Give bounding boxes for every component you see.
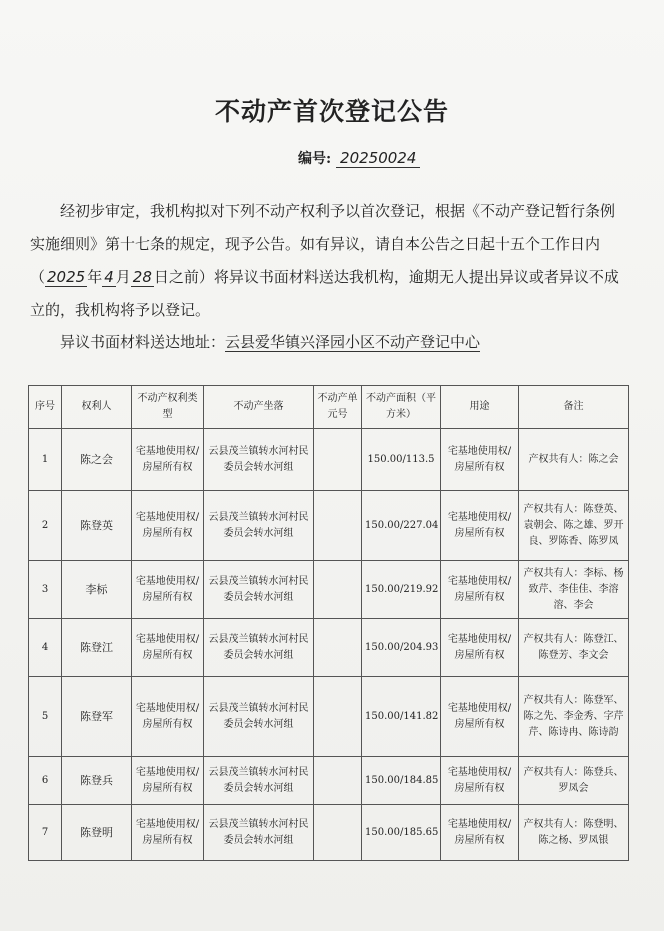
cell-location: 云县茂兰镇转水河村民委员会转水河组 <box>204 619 314 677</box>
deadline-month: 4 <box>104 268 114 286</box>
cell-location: 云县茂兰镇转水河村民委员会转水河组 <box>204 429 314 491</box>
cell-type: 宅基地使用权/房屋所有权 <box>132 805 204 861</box>
cell-owner: 李标 <box>62 561 132 619</box>
cell-note: 产权共有人：陈登军、陈之先、李金秀、字芹芹、陈诗冉、陈诗韵 <box>519 677 629 757</box>
cell-owner: 陈登军 <box>62 677 132 757</box>
cell-area: 150.00/113.5 <box>362 429 441 491</box>
cell-area: 150.00/219.92 <box>362 561 441 619</box>
cell-use: 宅基地使用权/房屋所有权 <box>441 805 519 861</box>
cell-type: 宅基地使用权/房屋所有权 <box>132 677 204 757</box>
cell-use: 宅基地使用权/房屋所有权 <box>441 561 519 619</box>
cell-unit <box>314 677 362 757</box>
deadline-year-unit: 年 <box>87 268 103 286</box>
cell-unit <box>314 491 362 561</box>
cell-type: 宅基地使用权/房屋所有权 <box>132 561 204 619</box>
cell-unit <box>314 805 362 861</box>
cell-location: 云县茂兰镇转水河村民委员会转水河组 <box>204 757 314 805</box>
cell-owner: 陈登英 <box>62 491 132 561</box>
cell-use: 宅基地使用权/房屋所有权 <box>441 429 519 491</box>
cell-type: 宅基地使用权/房屋所有权 <box>132 429 204 491</box>
header-area: 不动产面积（平方米） <box>362 386 441 429</box>
registration-table <box>28 385 629 861</box>
header-owner: 权利人 <box>62 386 132 429</box>
address-value: 云县爱华镇兴泽园小区不动产登记中心 <box>225 333 481 351</box>
table-row <box>29 491 629 561</box>
cell-owner: 陈登兵 <box>62 757 132 805</box>
doc-number-value: 20250024 <box>336 149 420 168</box>
cell-no: 2 <box>29 491 62 561</box>
cell-no: 1 <box>29 429 62 491</box>
notice-paragraph <box>30 195 620 327</box>
address-label: 异议书面材料送达地址： <box>60 333 226 351</box>
header-location: 不动产坐落 <box>204 386 314 429</box>
cell-note: 产权共有人：陈登英、袁朝会、陈之雄、罗开良、罗陈香、陈罗凤 <box>519 491 629 561</box>
cell-area: 150.00/141.82 <box>362 677 441 757</box>
header-unit-no: 不动产单元号 <box>314 386 362 429</box>
cell-no: 7 <box>29 805 62 861</box>
table-row <box>29 677 629 757</box>
deadline-month-unit: 月 <box>115 268 131 286</box>
paragraph-part-2: 日之前）将异议书面材料送达我机构，逾期无人提出异议或者异议不成立的，我机构将予以登记。 <box>30 268 619 319</box>
cell-unit <box>314 429 362 491</box>
cell-no: 6 <box>29 757 62 805</box>
header-note: 备注 <box>519 386 629 429</box>
doc-number-label: 编号: <box>298 151 332 167</box>
cell-location: 云县茂兰镇转水河村民委员会转水河组 <box>204 561 314 619</box>
table-row <box>29 429 629 491</box>
cell-unit <box>314 757 362 805</box>
cell-note: 产权共有人：李标、杨致芹、李佳佳、李溶溶、李会 <box>519 561 629 619</box>
cell-note: 产权共有人：陈登兵、罗凤会 <box>519 757 629 805</box>
page-title: 不动产首次登记公告 <box>214 97 449 126</box>
cell-note: 产权共有人：陈之会 <box>519 429 629 491</box>
cell-use: 宅基地使用权/房屋所有权 <box>441 677 519 757</box>
cell-use: 宅基地使用权/房屋所有权 <box>441 491 519 561</box>
doc-number <box>298 148 420 168</box>
cell-note: 产权共有人：陈登明、陈之杨、罗凤银 <box>519 805 629 861</box>
cell-no: 3 <box>29 561 62 619</box>
table-row <box>29 561 629 619</box>
cell-type: 宅基地使用权/房屋所有权 <box>132 619 204 677</box>
header-right-type: 不动产权利类型 <box>132 386 204 429</box>
cell-area: 150.00/227.04 <box>362 491 441 561</box>
cell-type: 宅基地使用权/房屋所有权 <box>132 491 204 561</box>
paragraph-part-1: 经初步审定，我机构拟对下列不动产权利予以首次登记，根据《不动产登记暂行条例实施细则》第十七条的规定，现予公告。如有异议，请自本公告之日起十五个工作日内（ <box>30 202 616 286</box>
cell-area: 150.00/184.85 <box>362 757 441 805</box>
cell-note: 产权共有人：陈登江、陈登芳、李文会 <box>519 619 629 677</box>
cell-owner: 陈之会 <box>62 429 132 491</box>
cell-location: 云县茂兰镇转水河村民委员会转水河组 <box>204 677 314 757</box>
cell-no: 4 <box>29 619 62 677</box>
cell-no: 5 <box>29 677 62 757</box>
objection-address <box>60 331 480 352</box>
table-row <box>29 805 629 861</box>
deadline-day: 28 <box>132 268 152 286</box>
header-no: 序号 <box>29 386 62 429</box>
cell-area: 150.00/204.93 <box>362 619 441 677</box>
cell-owner: 陈登江 <box>62 619 132 677</box>
header-use: 用途 <box>441 386 519 429</box>
cell-use: 宅基地使用权/房屋所有权 <box>441 619 519 677</box>
cell-location: 云县茂兰镇转水河村民委员会转水河组 <box>204 491 314 561</box>
cell-unit <box>314 561 362 619</box>
table-header-row <box>29 386 629 429</box>
cell-type: 宅基地使用权/房屋所有权 <box>132 757 204 805</box>
cell-area: 150.00/185.65 <box>362 805 441 861</box>
cell-owner: 陈登明 <box>62 805 132 861</box>
cell-unit <box>314 619 362 677</box>
table-row <box>29 619 629 677</box>
cell-location: 云县茂兰镇转水河村民委员会转水河组 <box>204 805 314 861</box>
deadline-year: 2025 <box>47 268 86 286</box>
cell-use: 宅基地使用权/房屋所有权 <box>441 757 519 805</box>
table-row <box>29 757 629 805</box>
